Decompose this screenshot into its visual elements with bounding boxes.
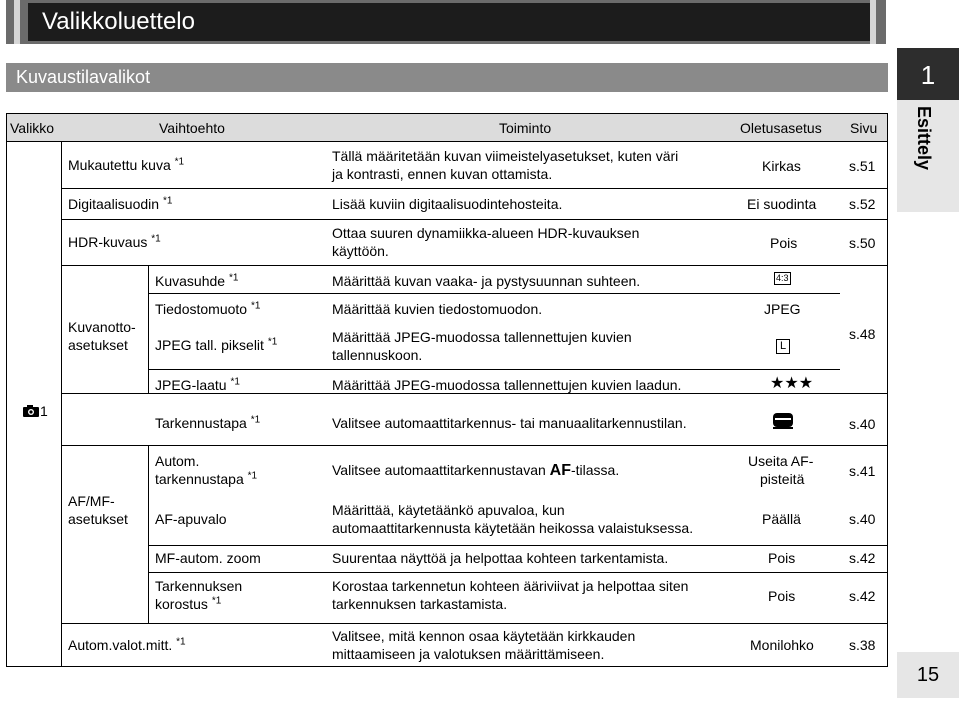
section-title: Kuvaustilavalikot <box>16 67 151 87</box>
page-ref: s.42 <box>849 550 876 566</box>
function-text: Lisää kuviin digitaalisuodintehosteita. <box>332 196 563 212</box>
group-af-mf-settings: AF/MF- <box>68 493 115 509</box>
page-ref: s.50 <box>849 235 876 251</box>
option-aspect-ratio: Kuvasuhde $^{*1}$ <box>155 272 239 289</box>
function-text: käyttöön. <box>332 243 389 259</box>
option-focus-peaking: korostus $^{*1}$ <box>155 595 222 612</box>
function-text: Määrittää kuvien tiedostomuodon. <box>332 301 543 317</box>
option-mf-auto-zoom: MF-autom. zoom <box>155 550 261 566</box>
title-panel <box>28 3 870 41</box>
option-auto-focus-mode: Autom. <box>155 453 200 469</box>
function-text: Valitsee automaattitarkennus- tai manuaalitarkennustilan. <box>332 415 687 431</box>
default-value: Monilohko <box>750 637 814 653</box>
lens-focus-icon <box>770 411 796 431</box>
page-ref: s.40 <box>849 511 876 527</box>
page-ref: s.48 <box>849 326 876 342</box>
group-af-mf-settings: asetukset <box>68 511 128 527</box>
row-divider <box>148 293 840 294</box>
function-text: Korostaa tarkennetun kohteen ääriviivat ja helpottaa siten <box>332 578 689 594</box>
page-ref: s.42 <box>849 588 876 604</box>
col-header-function: Toiminto <box>499 120 552 136</box>
option-auto-metering: Autom.valot.mitt. $^{*1}$ <box>68 636 186 653</box>
option-file-format: Tiedostomuoto $^{*1}$ <box>155 300 261 317</box>
default-value: JPEG <box>764 301 801 317</box>
camera-icon <box>22 404 40 418</box>
row-divider <box>61 265 888 266</box>
option-custom-image: Mukautettu kuva $^{*1}$ <box>68 156 185 173</box>
function-text: Määrittää JPEG-muodossa tallennettujen kuvien <box>332 329 632 345</box>
page-ref: s.41 <box>849 463 876 479</box>
row-divider <box>148 545 888 546</box>
default-value: Pois <box>768 588 796 604</box>
side-tab-label: Esittely <box>914 106 934 171</box>
default-value: pisteitä <box>760 471 805 487</box>
function-text: Määrittää kuvan vaaka- ja pystysuunnan suhteen. <box>332 273 641 289</box>
function-text: ja kontrasti, ennen kuvan ottamista. <box>332 166 553 182</box>
page-ref: s.52 <box>849 196 876 212</box>
page-number: 15 <box>897 652 959 698</box>
title-stripe <box>14 0 20 44</box>
section-bar <box>6 63 888 92</box>
divider <box>148 445 149 623</box>
option-focus-mode: Tarkennustapa $^{*1}$ <box>155 414 261 431</box>
group-capture-settings: asetukset <box>68 337 128 353</box>
col-header-menu: Valikko <box>10 120 55 136</box>
function-text: Määrittää, käytetäänkö apuvaloa, kun <box>332 502 565 518</box>
default-value: Pois <box>770 235 798 251</box>
function-text: tarkennuksen tarkastamista. <box>332 596 508 612</box>
default-value: Kirkas <box>762 158 801 174</box>
function-text: Tällä määritetään kuvan viimeistelyasetukset, kuten väri <box>332 148 679 164</box>
function-text: automaattitarkennusta käytetään heikossa valaistuksessa. <box>332 520 694 536</box>
size-l-icon: L <box>776 339 790 354</box>
divider <box>148 265 149 393</box>
title-stripe <box>870 0 876 44</box>
option-jpeg-quality: JPEG-laatu $^{*1}$ <box>155 376 240 393</box>
option-digital-filter: Digitaalisuodin $^{*1}$ <box>68 195 173 212</box>
option-hdr: HDR-kuvaus $^{*1}$ <box>68 233 161 250</box>
row-divider <box>148 369 840 370</box>
option-auto-focus-mode: tarkennustapa $^{*1}$ <box>155 470 258 487</box>
row-divider <box>61 219 888 220</box>
function-text: tallennuskoon. <box>332 347 423 363</box>
row-divider <box>61 188 888 189</box>
function-text: Valitsee automaattitarkennustavan AF-tilassa. <box>332 462 620 479</box>
default-value: Pois <box>768 550 796 566</box>
col-header-page: Sivu <box>850 120 878 136</box>
group-capture-settings: Kuvanotto- <box>68 319 136 335</box>
row-divider <box>148 572 888 573</box>
option-focus-peaking: Tarkennuksen <box>155 578 243 594</box>
col-header-option: Vaihtoehto <box>159 120 225 136</box>
page-title: Valikkoluettelo <box>42 8 195 35</box>
default-value: Päällä <box>762 511 801 527</box>
quality-stars-icon: ★★★ <box>770 375 814 392</box>
aspect-ratio-icon: 4:3 <box>776 273 789 283</box>
side-tab <box>897 100 959 212</box>
function-text: Valitsee, mitä kennon osaa käytetään kirkkauden <box>332 628 636 644</box>
function-text: Määrittää JPEG-muodossa tallennettujen kuvien laadun. <box>332 377 682 393</box>
menu-number: 1 <box>40 403 48 419</box>
default-value: Ei suodinta <box>747 196 817 212</box>
option-af-assist-light: AF-apuvalo <box>155 511 227 527</box>
divider <box>61 142 62 667</box>
function-text: Suurentaa näyttöä ja helpottaa kohteen tarkentamista. <box>332 550 669 566</box>
row-divider <box>61 623 888 624</box>
title-bar <box>6 0 886 44</box>
chapter-tab: 1 <box>897 48 959 100</box>
page-ref: s.51 <box>849 158 876 174</box>
option-jpeg-pixels: JPEG tall. pikselit $^{*1}$ <box>155 336 278 353</box>
function-text: Ottaa suuren dynamiikka-alueen HDR-kuvauksen <box>332 225 640 241</box>
page-ref: s.40 <box>849 416 876 432</box>
row-divider <box>61 445 888 446</box>
page-ref: s.38 <box>849 637 876 653</box>
col-header-default: Oletusasetus <box>740 120 822 136</box>
default-value: Useita AF- <box>748 453 814 469</box>
function-text: mittaamiseen ja valotuksen määrittämiseen. <box>332 646 605 662</box>
